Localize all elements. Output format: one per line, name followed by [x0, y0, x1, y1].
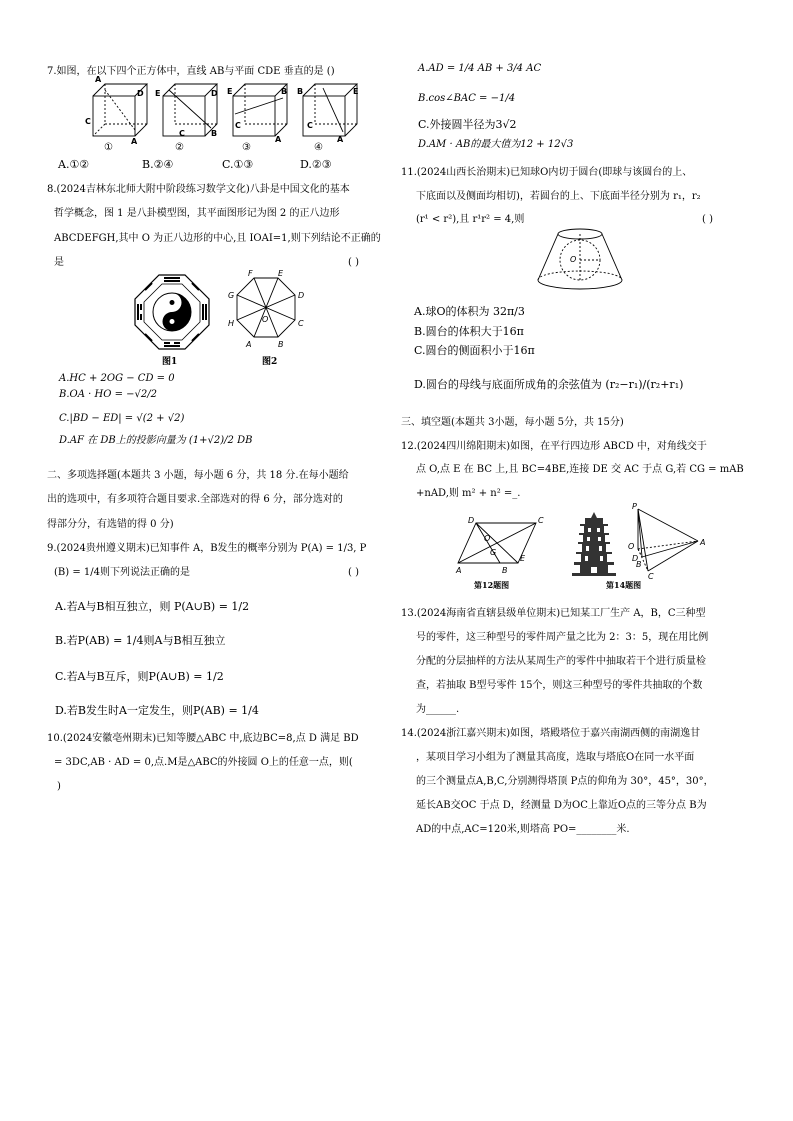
q9-option-d: D.若B发生时A一定发生，则P(AB) = 1/4	[55, 704, 259, 717]
q7-option-c: C.①③	[222, 158, 254, 171]
svg-text:A: A	[700, 538, 706, 547]
svg-text:B: B	[281, 87, 288, 96]
section2-line3: 得部分分，有选错的得 0 分)	[47, 519, 174, 530]
q7-caption-4: ④	[314, 142, 323, 153]
fig1-caption: 图1	[162, 357, 178, 367]
q8-paren: ( )	[348, 257, 359, 268]
section2-line1: 二、多项选择题(本题共 3 小题，每小题 6 分，共 18 分.在每小题给	[47, 470, 349, 481]
svg-text:B: B	[297, 87, 304, 96]
q10-line1: 10.(2024安徽亳州期末)已知等腰△ABC 中,底边BC=8,点 D 满足 BD	[47, 733, 359, 744]
q9-option-b: B.若P(AB) = 1/4则A与B相互独立	[55, 634, 226, 647]
svg-text:D: D	[137, 89, 144, 98]
q10-option-a: A.AD = 1/4 AB + 3/4 AC	[418, 63, 542, 74]
svg-text:A: A	[275, 135, 282, 144]
q14-line4: 延长AB交OC 于点 D，经测量 D为OC上靠近O点的三等分点 B为	[416, 800, 707, 811]
svg-text:O: O	[570, 255, 577, 264]
q13-line2: 号的零件，这三种型号的零件周产量之比为 2：3：5，现在用比例	[416, 632, 709, 643]
fig2-caption: 图2	[262, 357, 278, 367]
frustum-figure	[530, 226, 630, 296]
q7-option-d: D.②③	[300, 158, 332, 171]
parallelogram-figure	[456, 515, 546, 575]
svg-text:C: C	[538, 516, 544, 525]
svg-text:O: O	[484, 534, 491, 543]
q10-line3: )	[57, 781, 61, 792]
svg-text:B: B	[502, 566, 508, 575]
q8-option-a: A.HC + 2OG − CD = 0	[59, 373, 175, 384]
svg-text:E: E	[353, 87, 359, 96]
svg-text:H: H	[228, 319, 235, 328]
section2-line2: 出的选项中，有多项符合题目要求.全部选对的得 6 分，部分选对的	[47, 494, 343, 505]
q11-option-b: B.圆台的体积大于16π	[414, 325, 524, 338]
svg-text:C: C	[179, 129, 185, 138]
q14-line5: AD的中点,AC=120米,则塔高 PO=________米.	[416, 824, 630, 835]
q14-line1: 14.(2024浙江嘉兴期末)如图，塔殿塔位于嘉兴南湖西侧的南湖逸甘	[401, 728, 701, 739]
q10-option-c: C.外接圆半径为3√2	[418, 118, 517, 131]
svg-text:A: A	[95, 75, 102, 84]
q9-option-c: C.若A与B互斥，则P(A∪B) = 1/2	[55, 670, 224, 683]
svg-text:A: A	[337, 135, 344, 144]
q11-line2: 下底面以及侧面均相切)，若圆台的上、下底面半径分别为 r₁，r₂	[416, 191, 701, 202]
q11-line3: (r¹ < r²),且 r¹r² = 4,则	[416, 214, 525, 225]
section3-title: 三、填空题(本题共 3小题，每小题 5分，共 15分)	[401, 417, 624, 428]
bagua-figure	[132, 272, 212, 352]
q9-paren: ( )	[348, 567, 359, 578]
svg-text:B: B	[211, 129, 218, 138]
svg-text:D: D	[298, 291, 305, 300]
svg-text:D: D	[211, 89, 218, 98]
q11-option-c: C.圆台的侧面积小于16π	[414, 344, 535, 357]
svg-text:A: A	[131, 137, 138, 146]
fig14-caption: 第14题图	[606, 580, 642, 590]
q10-option-d: D.AM · AB的最大值为12 + 12√3	[418, 139, 574, 150]
q11-option-a: A.球O的体积为 32π/3	[414, 305, 525, 318]
svg-text:P: P	[632, 502, 637, 511]
svg-text:E: E	[227, 87, 233, 96]
svg-text:C: C	[85, 117, 91, 126]
octagon-figure	[228, 269, 318, 352]
svg-text:B: B	[636, 560, 642, 569]
q10-option-b: B.cos∠BAC = −1/4	[418, 93, 516, 104]
svg-text:C: C	[648, 572, 654, 581]
svg-text:E: E	[520, 554, 526, 563]
q11-paren: ( )	[702, 214, 713, 225]
q7-option-a: A.①②	[58, 158, 90, 171]
svg-text:C: C	[235, 121, 241, 130]
q7-stem: 7.如图，在以下四个正方体中，直线 AB与平面 CDE 垂直的是 ()	[47, 66, 335, 77]
q13-line5: 为______.	[416, 704, 460, 715]
q8-line1: 8.(2024吉林东北师大附中阶段练习数学文化)八卦是中国文化的基本	[47, 184, 350, 195]
q9-option-a: A.若A与B相互独立，则 P(A∪B) = 1/2	[55, 600, 250, 613]
svg-text:C: C	[298, 319, 304, 328]
q8-option-b: B.OA · HO = −√2/2	[59, 389, 157, 400]
q12-line3: +nAD,则 m² + n² =_.	[416, 488, 521, 499]
q13-line1: 13.(2024海南省直辖县级单位期末)已知某工厂生产 A，B，C三种型	[401, 608, 706, 619]
q9-line1: 9.(2024贵州遵义期末)已知事件 A，B发生的概率分别为 P(A) = 1/3, P	[47, 543, 367, 554]
q7-option-b: B.②④	[142, 158, 174, 171]
tetrahedron-figure	[628, 502, 708, 581]
svg-text:A: A	[456, 566, 462, 575]
svg-text:D: D	[632, 554, 639, 563]
q11-line1: 11.(2024山西长治期末)已知球O内切于圆台(即球与该圆台的上、	[401, 167, 693, 178]
q7-caption-3: ③	[242, 142, 251, 153]
svg-text:B: B	[278, 340, 284, 349]
q14-line2: ，某项目学习小组为了测量其高度，选取与塔底O在同一水平面	[416, 752, 695, 763]
q13-line3: 分配的分层抽样的方法从某周生产的零件中抽取若干个进行质量检	[416, 656, 706, 667]
svg-text:O: O	[628, 542, 635, 551]
svg-text:O: O	[262, 315, 269, 324]
q8-line3: ABCDEFGH,其中 O 为正八边形的中心,且 IOAI=1,则下列结论不正确的	[54, 233, 381, 244]
svg-text:A: A	[246, 340, 252, 349]
pagoda-figure	[570, 512, 618, 576]
q7-caption-2: ②	[175, 142, 184, 153]
q12-line2: 点 O,点 E 在 BC 上,且 BC=4BE,连接 DE 交 AC 于点 G,若 CG = mAB	[416, 464, 744, 475]
q8-line4: 是	[54, 257, 64, 268]
q8-option-c: C.|BD − ED| = √(2 + √2)	[59, 413, 185, 424]
fig12-caption: 第12题图	[474, 580, 510, 590]
q8-line2: 哲学概念，图 1 是八卦模型图，其平面图形记为图 2 的正八边形	[54, 208, 340, 219]
q11-option-d: D.圆台的母线与底面所成角的余弦值为 (r₂−r₁)/(r₂+r₁)	[414, 378, 684, 391]
svg-text:G: G	[490, 548, 497, 557]
svg-text:G: G	[228, 291, 235, 300]
q7-caption-1: ①	[104, 142, 113, 153]
svg-text:D: D	[468, 516, 475, 525]
q12-line1: 12.(2024四川绵阳期末)如图，在平行四边形 ABCD 中，对角线交于	[401, 441, 707, 452]
q10-line2: = 3DC,AB · AD = 0,点.M是△ABC的外接圆 O上的任意一点，则(	[54, 757, 353, 768]
svg-text:E: E	[155, 89, 161, 98]
q14-line3: 的三个测量点A,B,C,分别测得塔顶 P点的仰角为 30°，45°，30°，	[416, 776, 714, 787]
q13-line4: 查，若抽取 B型号零件 15个，则这三种型号的零件共抽取的个数	[416, 680, 703, 691]
svg-text:F: F	[248, 269, 253, 278]
q8-option-d: D.AF 在 DB上的投影向量为 (1+√2)/2 DB	[59, 435, 253, 446]
q9-line2: (B) = 1/4则下列说法正确的是	[54, 567, 190, 578]
svg-text:E: E	[278, 269, 284, 278]
svg-text:C: C	[307, 121, 313, 130]
cube-figures	[85, 75, 445, 160]
